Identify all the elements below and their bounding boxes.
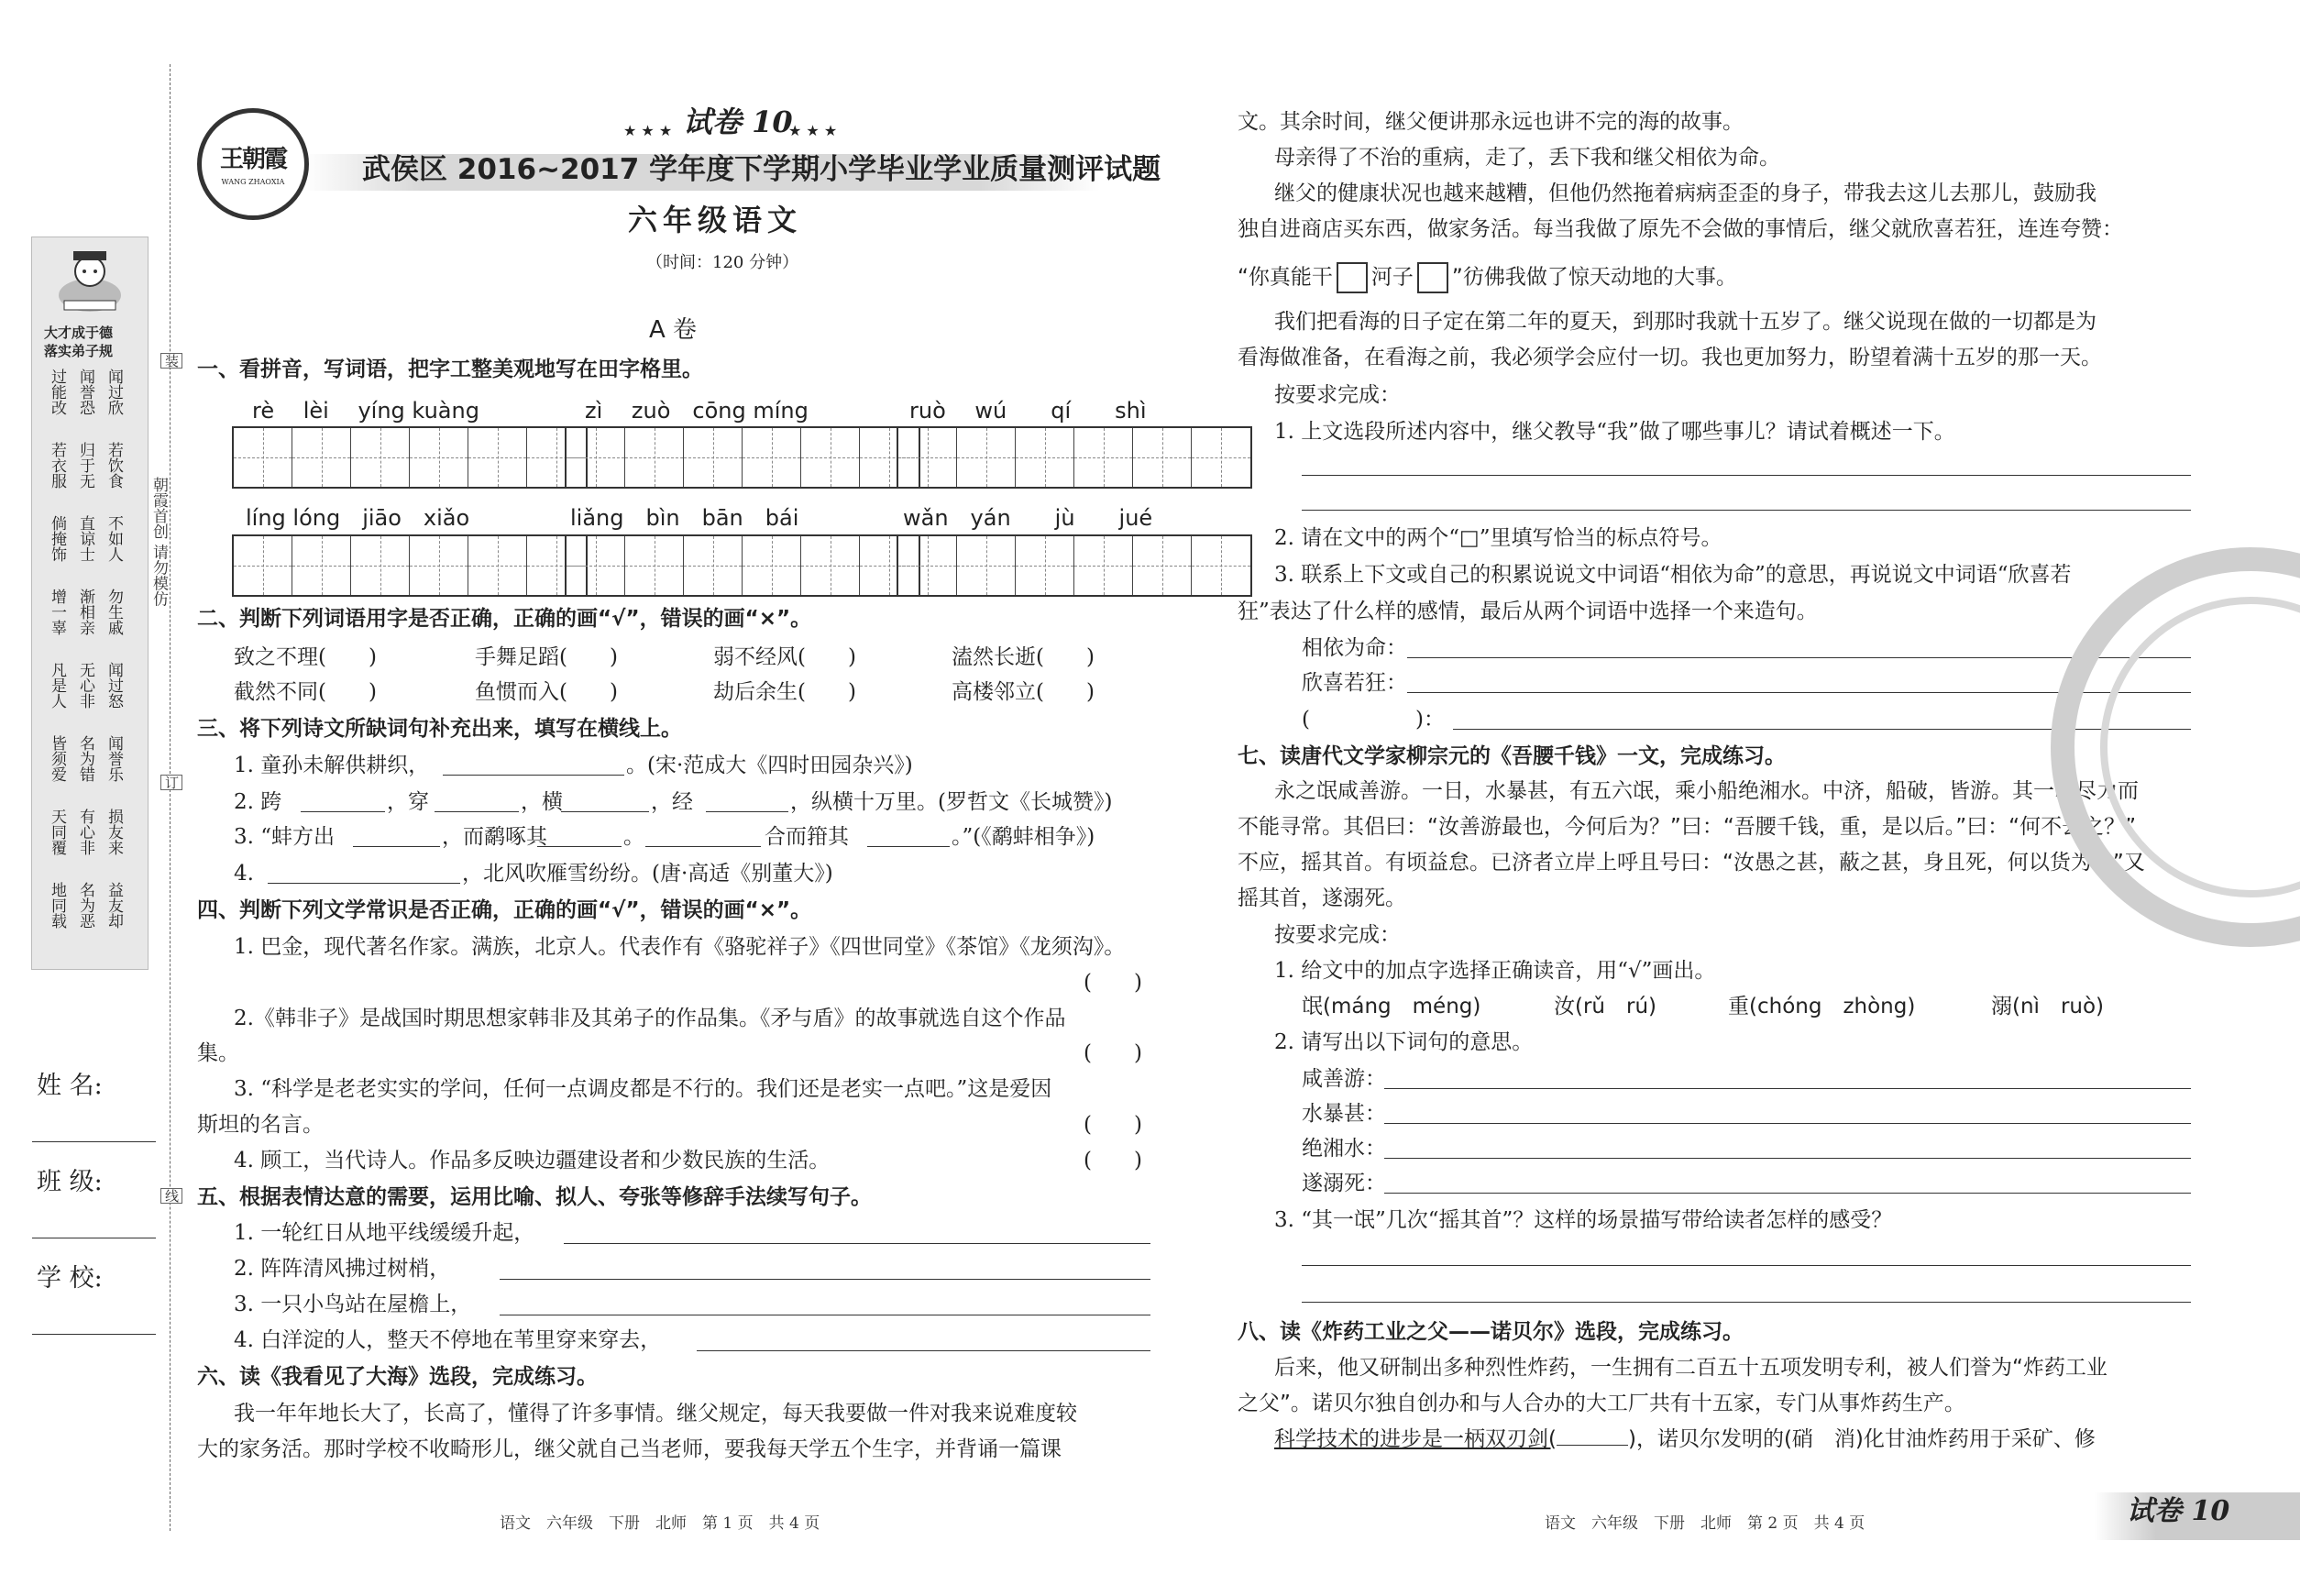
writing-grid-3[interactable]	[897, 426, 1252, 489]
q2-item[interactable]: 劫后余生( )	[713, 680, 856, 704]
writing-grid-2[interactable]	[565, 426, 920, 489]
q7-option[interactable]: 重(chóng zhòng)	[1728, 995, 1916, 1018]
q3-blank[interactable]	[443, 775, 624, 776]
q6-passage: 我们把看海的日子定在第二年的夏天，到那时我就十五岁了。继父说现在做的一切都是为	[1274, 310, 2096, 334]
writing-grid-5[interactable]	[565, 534, 920, 597]
q2-item[interactable]: 弱不经风( )	[713, 645, 856, 669]
writing-grid-6[interactable]	[897, 534, 1252, 597]
stars-right: ★ ★ ★	[788, 122, 838, 139]
q3-blank[interactable]	[561, 811, 649, 812]
saying-phrase: 倘掩饰	[48, 515, 66, 562]
q7-classical-text: 摇其首，遂溺死。	[1238, 886, 1406, 910]
q3-text: 合而箝其	[765, 825, 849, 849]
q3-blank[interactable]	[537, 846, 622, 847]
saying-phrase: 无心非	[76, 662, 94, 709]
q5-answer-line[interactable]	[564, 1243, 1150, 1244]
q7-word-line[interactable]	[1384, 1193, 2191, 1194]
q3-text: 2. 跨	[234, 790, 282, 814]
q8-text-cont: )，诺贝尔发明的(硝 消)化甘油炸药用于采矿、修	[1627, 1427, 2096, 1451]
q3-text: 。(宋·范成大《四时田园杂兴》)	[626, 754, 913, 777]
q7-word-line[interactable]	[1384, 1158, 2191, 1159]
saying-phrase: 闻誉乐	[105, 735, 123, 782]
q3-text: 。	[623, 825, 644, 849]
footer-left: 语文 六年级 下册 北师 第 1 页 共 4 页	[500, 1514, 820, 1533]
q5-item: 4. 白洋淀的人，整天不停地在苇里穿来穿去，	[234, 1328, 662, 1352]
school-label: 学 校:	[37, 1264, 103, 1293]
q7-answer-line[interactable]	[1302, 1265, 2191, 1266]
q3-text: ，北风吹雁雪纷纷。(唐·高适《别董大》)	[462, 862, 833, 886]
q6-passage: 独自进商店买东西，做家务活。每当我做了原先不会做的事情后，继父就欣喜若狂，连连夸赞：	[1238, 217, 2123, 241]
q7-classical-text: 永之氓咸善游。一日，水暴甚，有五六氓，乘小船绝湘水。中济，船破，皆游。其一氓尽力而	[1274, 779, 2139, 803]
footer-badge: 试卷 10	[2127, 1495, 2230, 1527]
q6-sub-3: 3. 联系上下文或自己的积累说说文中词语“相依为命”的意思，再说说文中词语“欣喜若	[1274, 563, 2072, 587]
exam-title: 武侯区 2016~2017 学年度下学期小学毕业学业质量测评试题	[362, 153, 1161, 186]
q8-title: 八、读《炸药工业之父——诺贝尔》选段，完成练习。	[1238, 1320, 1744, 1344]
saying-phrase: 地同载	[48, 882, 66, 929]
cut-mark-1: 装	[160, 353, 182, 369]
part-a: A 卷	[649, 316, 698, 344]
q4-item-2: 2.《韩非子》是战国时期思想家韩非及其弟子的作品集。《矛与盾》的故事就选自这个作品	[234, 1007, 1066, 1030]
q4-title: 四、判断下列文学常识是否正确，正确的画“√”，错误的画“×”。	[197, 898, 812, 922]
class-label: 班 级:	[37, 1168, 103, 1196]
q2-item[interactable]: 鱼惯而入( )	[475, 680, 618, 704]
q4-answer-3[interactable]: ( )	[1084, 1113, 1142, 1137]
logo-text: 王朝霞	[219, 146, 286, 173]
q3-text: ，经	[651, 790, 693, 814]
exam-number: 试卷 10	[683, 105, 793, 139]
q4-item-3: 3. “科学是老老实实的学问，任何一点调皮都是不行的。我们还是老实一点吧。”这是爱因	[234, 1077, 1052, 1101]
q6-word-3[interactable]: ( )：	[1302, 708, 1445, 732]
q3-blank[interactable]	[645, 846, 761, 847]
q3-text: 1. 童孙未解供耕织，	[234, 754, 430, 777]
saying-phrase: 若饮食	[105, 442, 123, 489]
logo-badge	[197, 108, 309, 220]
vertical-note: 朝霞首创 请勿模仿	[149, 477, 168, 607]
punctuation-box-2[interactable]	[1417, 262, 1448, 293]
q7-option[interactable]: 氓(máng méng)	[1302, 995, 1481, 1018]
q8-passage	[1274, 1425, 2096, 1453]
q4-answer-4[interactable]: ( )	[1084, 1149, 1142, 1172]
q5-item: 1. 一轮红日从地平线缓缓升起，	[234, 1221, 535, 1245]
q5-title: 五、根据表情达意的需要，运用比喻、拟人、夸张等修辞手法续写句子。	[197, 1185, 872, 1209]
quote-part-3: ”彷佛我做了惊天动地的大事。	[1451, 265, 1737, 290]
punctuation-box-1[interactable]	[1337, 262, 1368, 293]
q7-word: 绝湘水：	[1302, 1137, 1386, 1161]
q6-passage-quote	[1238, 262, 1737, 293]
q2-title: 二、判断下列词语用字是否正确，正确的画“√”，错误的画“×”。	[197, 607, 812, 631]
q3-text: ，而鹬啄其	[442, 825, 547, 849]
quote-part-2: 河子	[1370, 265, 1414, 290]
q7-requirements: 按要求完成：	[1274, 923, 1401, 947]
saying-phrase: 益友却	[105, 882, 123, 929]
q4-answer-1[interactable]: ( )	[1084, 971, 1142, 995]
q5-answer-line[interactable]	[697, 1350, 1150, 1351]
q6-passage: 看海做准备，在看海之前，我必须学会应付一切。我也更加努力，盼望着满十五岁的那一天。	[1238, 346, 2102, 369]
subject-title: 六年级语文	[628, 203, 803, 237]
q7-sub-2: 2. 请写出以下词句的意思。	[1274, 1030, 1534, 1054]
q3-text: ，纵横十万里。(罗哲文《长城赞》)	[790, 790, 1113, 814]
q7-answer-line[interactable]	[1302, 1302, 2191, 1303]
saying-phrase: 不如人	[105, 515, 123, 562]
motto: 大才成于德	[44, 325, 114, 341]
q8-passage: 之父”。诺贝尔独自创办和与人合办的大工厂共有十五家，专门从事炸药生产。	[1238, 1392, 1965, 1415]
q3-blank[interactable]	[435, 811, 519, 812]
q6-passage: 文。其余时间，继父便讲那永远也讲不完的海的故事。	[1238, 110, 1744, 134]
q6-sub-3b: 狂”表达了什么样的感情，最后从两个词语中选择一个来造句。	[1238, 600, 1818, 623]
motto-2: 落实弟子规	[44, 343, 114, 359]
saying-phrase: 勿生戚	[105, 589, 123, 635]
q2-item[interactable]: 高楼邻立( )	[952, 680, 1095, 704]
q7-classical-text: 不能寻常。其侣曰：“汝善游最也，今何后为？”曰：“吾腰千钱，重，是以后。”曰：“何不去之？”	[1238, 815, 2136, 839]
watermark-seal	[2040, 541, 2300, 953]
disciple-sayings	[48, 369, 136, 955]
saying-phrase: 若衣服	[48, 442, 66, 489]
saying-phrase: 增一辜	[48, 589, 66, 635]
scholar-illustration	[46, 240, 134, 319]
q7-word-line[interactable]	[1384, 1123, 2191, 1124]
q1-pinyin-6: wǎn yán jù jué	[903, 505, 1153, 531]
q3-blank[interactable]	[268, 883, 460, 884]
q6-answer-line[interactable]	[1302, 510, 2191, 511]
name-label: 姓 名:	[37, 1072, 103, 1100]
q2-item[interactable]: 致之不理( )	[234, 645, 377, 669]
saying-phrase: 渐相亲	[76, 589, 94, 635]
saying-phrase: 过能改	[48, 369, 66, 415]
q2-item[interactable]: 截然不同( )	[234, 680, 377, 704]
q1-pinyin-1: rè lèi yíng kuàng	[252, 398, 479, 424]
q4-item-4: 4. 顾工，当代诗人。作品多反映边疆建设者和少数民族的生活。	[234, 1149, 831, 1172]
q7-option[interactable]: 汝(rǔ rú)	[1554, 995, 1657, 1018]
q7-word: 水暴甚：	[1302, 1102, 1386, 1126]
q2-item[interactable]: 溘然长逝( )	[952, 645, 1095, 669]
q8-passage: 后来，他又研制出多种烈性炸药，一生拥有二百五十五项发明专利，被人们誉为“炸药工业	[1274, 1356, 2107, 1380]
q3-text: ，横	[521, 790, 563, 814]
q5-item: 2. 阵阵清风拂过树梢，	[234, 1257, 451, 1281]
name-field[interactable]	[32, 1141, 156, 1142]
saying-phrase: 闻过欣	[105, 369, 123, 415]
logo-subtext: WANG ZHAOXIA	[221, 178, 285, 186]
q4-answer-2[interactable]: ( )	[1084, 1041, 1142, 1065]
q7-title: 七、读唐代文学家柳宗元的《吾腰千钱》一文，完成练习。	[1238, 744, 1786, 768]
q1-pinyin-2: zì zuò cōng míng	[585, 398, 809, 424]
footer-right: 语文 六年级 下册 北师 第 2 页 共 4 页	[1545, 1514, 1865, 1533]
q5-item: 3. 一只小鸟站在屋檐上，	[234, 1293, 472, 1316]
q3-text: 4.	[234, 862, 254, 886]
q8-answer-blank[interactable]	[1557, 1425, 1628, 1446]
q4-item-3b: 斯坦的名言。	[197, 1113, 324, 1137]
q6-title: 六、读《我看见了大海》选段，完成练习。	[197, 1365, 598, 1389]
saying-phrase: 皆须爱	[48, 735, 66, 782]
saying-phrase: 天同覆	[48, 809, 66, 855]
q7-word-line[interactable]	[1384, 1088, 2191, 1089]
writing-grid-1[interactable]	[232, 426, 588, 489]
q1-pinyin-4: líng lóng jiāo xiǎo	[246, 505, 470, 531]
q1-pinyin-5: liǎng bìn bān bái	[570, 505, 799, 531]
q3-blank[interactable]	[867, 846, 950, 847]
saying-phrase: 损友来	[105, 809, 123, 855]
q3-blank[interactable]	[353, 846, 440, 847]
q4-item-1: 1. 巴金，现代著名作家。满族，北京人。代表作有《骆驼祥子》《四世同堂》《茶馆》《龙须沟》。	[234, 935, 1126, 959]
q3-blank[interactable]	[301, 811, 385, 812]
school-field[interactable]	[32, 1334, 156, 1335]
cut-line	[170, 64, 171, 1531]
saying-phrase: 闻誉恐	[76, 369, 94, 415]
q6-passage: 我一年年地长大了，长高了，懂得了许多事情。继父规定，每天我要做一件对我来说难度较	[234, 1402, 1077, 1425]
q5-answer-line[interactable]	[500, 1279, 1150, 1280]
q6-passage: 大的家务活。那时学校不收畸形儿，继父就自己当老师，要我每天学五个生字，并背诵一篇课	[197, 1437, 1062, 1461]
q7-option[interactable]: 溺(nì ruò)	[1991, 995, 2105, 1018]
q6-answer-line[interactable]	[1302, 475, 2191, 476]
q3-text: ，穿	[387, 790, 429, 814]
q7-sub-3: 3. “其一氓”几次“摇其首”？这样的场景描写带给读者怎样的感受？	[1274, 1208, 1893, 1232]
cut-mark-3: 线	[160, 1188, 182, 1204]
saying-phrase: 直谅士	[76, 515, 94, 562]
q7-classical-text: 不应，摇其首。有顷益怠。已济者立岸上呼且号曰：“汝愚之甚，蔽之甚，身且死，何以货为？”又	[1238, 851, 2145, 875]
q3-text: 3. “蚌方出	[234, 825, 336, 849]
q7-sub-1: 1. 给文中的加点字选择正确读音，用“√”画出。	[1274, 959, 1716, 983]
q2-item[interactable]: 手舞足蹈( )	[475, 645, 618, 669]
q6-passage: 继父的健康状况也越来越糟，但他仍然拖着病病歪歪的身子，带我去这儿去那儿，鼓励我	[1274, 182, 2096, 205]
saying-phrase: 归于无	[76, 442, 94, 489]
exam-time: （时间：120 分钟）	[646, 253, 799, 272]
quote-part-1: “你真能干	[1238, 265, 1333, 290]
q8-underlined-text: 科学技术的进步是一柄双刃剑(	[1274, 1427, 1557, 1451]
q1-title: 一、看拼音，写词语，把字工整美观地写在田字格里。	[197, 358, 703, 381]
q6-requirements: 按要求完成：	[1274, 383, 1401, 407]
q6-sub-1: 1. 上文选段所述内容中，继父教导“我”做了哪些事儿？请试着概述一下。	[1274, 420, 1955, 444]
saying-phrase: 名为恶	[76, 882, 94, 929]
saying-phrase: 闻过怒	[105, 662, 123, 709]
q7-word: 遂溺死：	[1302, 1172, 1386, 1195]
saying-phrase: 有心非	[76, 809, 94, 855]
q6-word-2: 欣喜若狂：	[1302, 671, 1407, 695]
q3-text: 。”(《鹬蚌相争》)	[952, 825, 1095, 849]
q6-word-1: 相依为命：	[1302, 636, 1407, 660]
q6-sub-2: 2. 请在文中的两个“□”里填写恰当的标点符号。	[1274, 526, 1722, 550]
q1-pinyin-3: ruò wú qí shì	[909, 398, 1147, 424]
q3-title: 三、将下列诗文所缺词句补充出来，填写在横线上。	[197, 717, 682, 741]
cut-mark-2: 订	[160, 775, 182, 790]
saying-phrase: 凡是人	[48, 662, 66, 709]
saying-phrase: 名为错	[76, 735, 94, 782]
writing-grid-4[interactable]	[232, 534, 588, 597]
q6-passage: 母亲得了不治的重病，走了，丢下我和继父相依为命。	[1274, 146, 1780, 170]
q7-word: 咸善游：	[1302, 1067, 1386, 1091]
q3-blank[interactable]	[706, 811, 788, 812]
stars-left: ★ ★ ★	[623, 122, 673, 139]
q4-item-2b: 集。	[197, 1041, 239, 1065]
